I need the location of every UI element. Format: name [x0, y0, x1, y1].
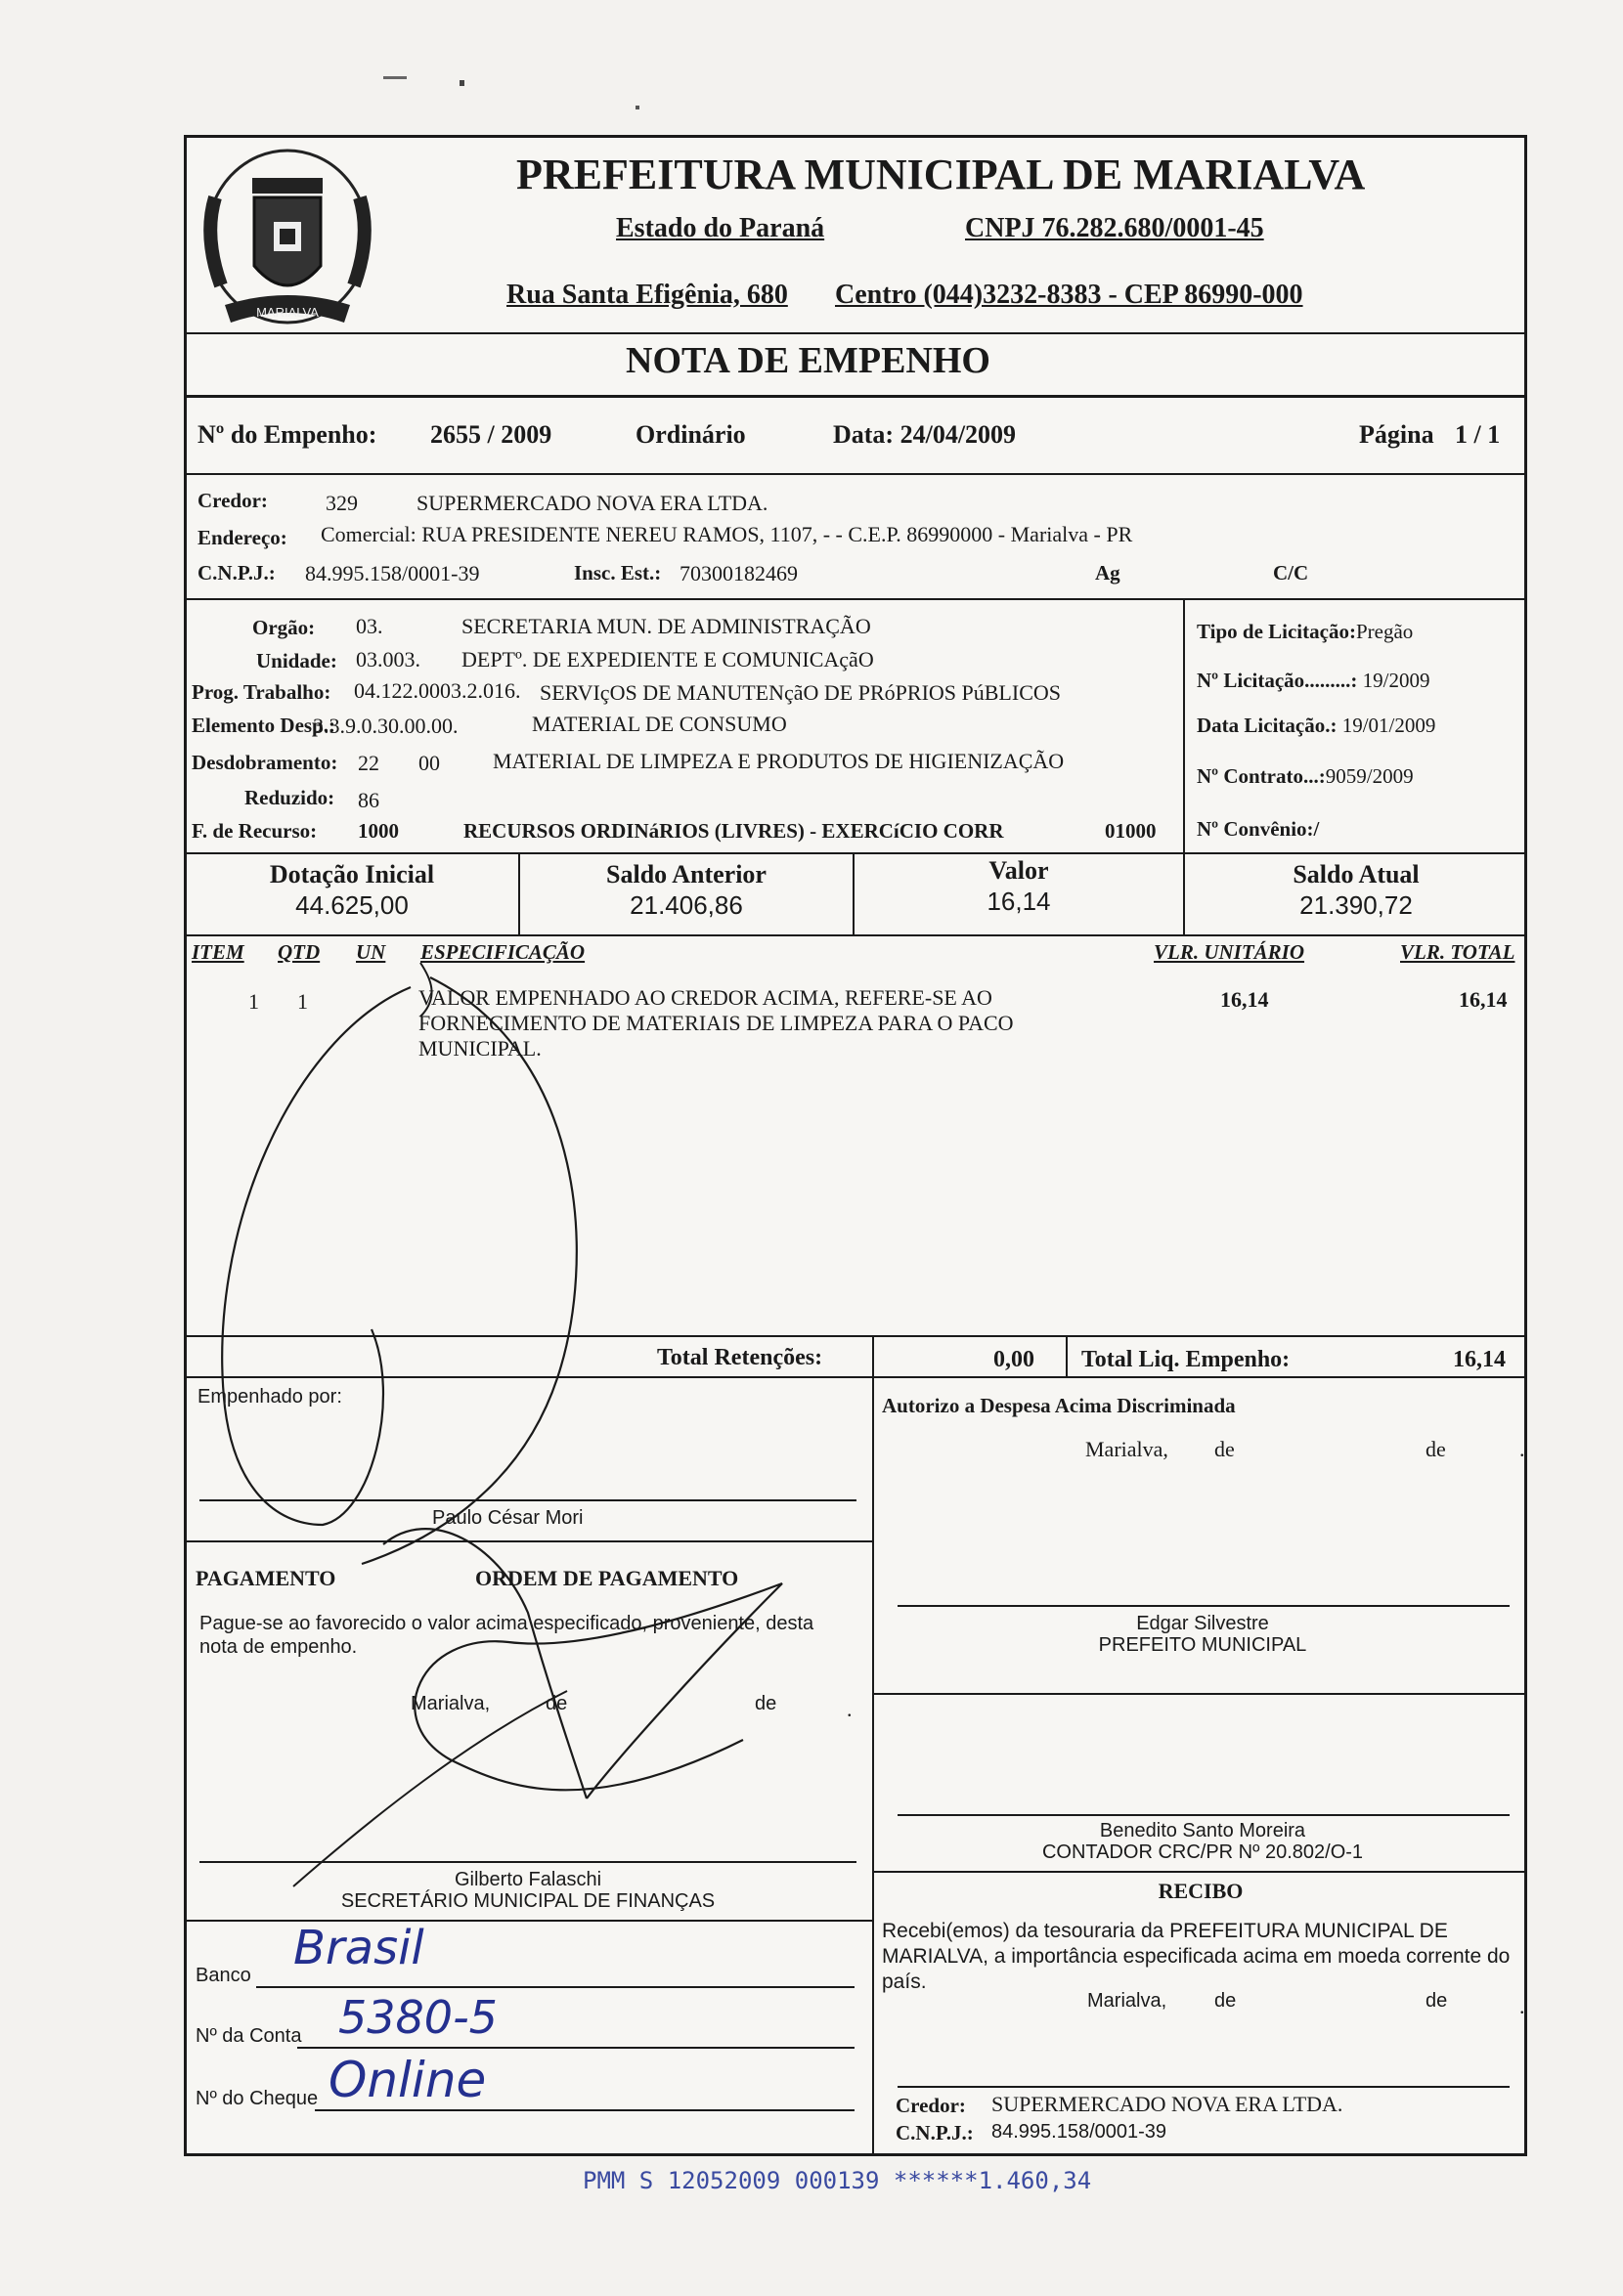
seal-text: MARIALVA: [256, 305, 319, 320]
licitacao-numero: Nº Licitação.........: 19/2009: [1197, 669, 1430, 692]
scan-speck: [383, 76, 407, 79]
retencoes-label: Total Retenções:: [657, 1345, 823, 1370]
credor-cnpj: 84.995.158/0001-39: [305, 561, 480, 585]
conta-label: Nº da Conta: [196, 2025, 302, 2047]
item-unit-price: 16,14: [1220, 987, 1269, 1012]
orgao-label: Orgão:: [252, 616, 316, 639]
empenho-date: Data: 24/04/2009: [833, 420, 1017, 449]
divider: [1183, 598, 1185, 854]
pagamento-city: Marialva,: [411, 1693, 491, 1714]
col-vlr-total: VLR. TOTAL: [1400, 940, 1515, 964]
item-desc-line3: MUNICIPAL.: [418, 1036, 542, 1061]
street-address: Rua Santa Efigênia, 680: [506, 280, 788, 310]
licitacao-data: Data Licitação.: 19/01/2009: [1197, 714, 1436, 737]
cheque-handwriting: Online: [329, 2052, 487, 2108]
orgao-code: 03.: [356, 614, 383, 638]
desdobramento-a: 22: [358, 751, 379, 775]
recibo-text-line1: Recebi(emos) da tesouraria da PREFEITURA MUNICIPAL DE: [882, 1920, 1448, 1942]
recibo-city: Marialva,: [1087, 1990, 1167, 2012]
pagamento-de2: de: [755, 1693, 777, 1714]
recibo-text-line3: país.: [882, 1971, 927, 1993]
credor-code: 329: [326, 491, 358, 515]
liq-empenho-label: Total Liq. Empenho:: [1081, 1347, 1291, 1372]
divider: [184, 395, 1527, 398]
signature-line: [898, 1814, 1510, 1816]
pagamento-label: PAGAMENTO: [196, 1566, 336, 1590]
item-desc-line2: FORNECIMENTO DE MATERIAIS DE LIMPEZA PARA O PACO: [418, 1011, 1014, 1035]
recibo-title: RECIBO: [1158, 1879, 1244, 1903]
elemento-code: 3.3.9.0.30.00.00.: [313, 714, 459, 738]
empenho-number: 2655 / 2009: [430, 420, 552, 449]
secretario-name: Gilberto Falaschi: [454, 1869, 602, 1890]
saldo-atual-value: 21.390,72: [1299, 890, 1413, 920]
dotacao-value: 44.625,00: [295, 890, 409, 920]
divider: [874, 1871, 1527, 1873]
saldo-anterior-label: Saldo Anterior: [606, 860, 767, 888]
contador-name: Benedito Santo Moreira: [1099, 1820, 1306, 1841]
pagamento-text-line1: Pague-se ao favorecido o valor acima especificado, proveniente, desta: [199, 1613, 814, 1634]
convenio-numero: Nº Convênio:/: [1197, 817, 1320, 841]
contrato-numero: Nº Contrato...:9059/2009: [1197, 764, 1414, 788]
page-label: Página: [1359, 420, 1434, 449]
col-qtd: QTD: [278, 940, 321, 964]
saldo-atual-label: Saldo Atual: [1293, 860, 1420, 888]
reduzido-value: 86: [358, 788, 379, 812]
credor-name: SUPERMERCADO NOVA ERA LTDA.: [417, 491, 768, 515]
signature-scribble: [176, 938, 919, 1916]
recibo-text-line2: MARIALVA, a importância especificada acima em moeda corrente do: [882, 1945, 1511, 1968]
cheque-line: [315, 2109, 855, 2111]
recibo-credor: SUPERMERCADO NOVA ERA LTDA.: [991, 2092, 1343, 2116]
prog-label: Prog. Trabalho:: [192, 680, 331, 704]
empenho-type: Ordinário: [636, 420, 746, 449]
elemento-label: Elemento Desp.:: [192, 714, 335, 737]
empenhado-label: Empenhado por:: [197, 1386, 342, 1408]
item-desc-line1: VALOR EMPENHADO AO CREDOR ACIMA, REFERE-SE AO: [418, 985, 992, 1010]
autorizo-label: Autorizo a Despesa Acima Discriminada: [882, 1394, 1236, 1417]
signature-line: [898, 2086, 1510, 2088]
col-item: ITEM: [192, 940, 244, 964]
conta-handwriting: 5380-5: [338, 1991, 498, 2044]
recibo-cnpj: 84.995.158/0001-39: [991, 2121, 1167, 2143]
scan-speck: [460, 80, 464, 86]
page-title: PREFEITURA MUNICIPAL DE MARIALVA: [516, 151, 1366, 198]
conta-line: [297, 2047, 855, 2049]
valor-label: Valor: [988, 856, 1049, 885]
contador-role: CONTADOR CRC/PR Nº 20.802/O-1: [1041, 1841, 1364, 1863]
cnpj-header: CNPJ 76.282.680/0001-45: [965, 213, 1264, 243]
prog-code: 04.122.0003.2.016.: [354, 678, 521, 703]
divider: [1066, 1335, 1068, 1376]
pagamento-dot: .: [847, 1697, 853, 1721]
retencoes-value: 0,00: [993, 1347, 1034, 1372]
divider: [184, 473, 1527, 475]
divider: [184, 598, 1527, 600]
recurso-value: RECURSOS ORDINáRIOS (LIVRES) - EXERCíCIO CORR: [463, 819, 1004, 843]
autorizo-de1: de: [1214, 1437, 1235, 1461]
endereco-value: Comercial: RUA PRESIDENTE NEREU RAMOS, 1107, - - C.E.P. 86990000 - Marialva - PR: [321, 522, 1133, 546]
document-title: NOTA DE EMPENHO: [626, 340, 990, 381]
unidade-value: DEPTº. DE EXPEDIENTE E COMUNICAçãO: [461, 647, 874, 671]
ordem-pagamento-label: ORDEM DE PAGAMENTO: [475, 1566, 739, 1590]
municipal-seal: [196, 139, 379, 334]
pagamento-de1: de: [546, 1693, 568, 1714]
signature-line: [898, 1605, 1510, 1607]
page-number: 1 / 1: [1455, 420, 1501, 449]
divider: [184, 852, 1527, 854]
state-label: Estado do Paraná: [616, 213, 825, 243]
credor-label: Credor:: [197, 489, 268, 512]
recibo-dot: .: [1519, 1994, 1525, 2018]
saldo-anterior-value: 21.406,86: [630, 890, 743, 920]
col-vlr-unitario: VLR. UNITÁRIO: [1154, 940, 1305, 964]
endereco-label: Endereço:: [197, 526, 287, 549]
recibo-de1: de: [1214, 1990, 1237, 2012]
divider: [184, 934, 1527, 936]
prefeito-role: PREFEITO MUNICIPAL: [1098, 1634, 1307, 1656]
recibo-de2: de: [1426, 1990, 1448, 2012]
recibo-cnpj-label: C.N.P.J.:: [896, 2121, 974, 2144]
orgao-value: SECRETARIA MUN. DE ADMINISTRAÇÃO: [461, 614, 871, 638]
valor-value: 16,14: [987, 887, 1051, 916]
empenho-label: Nº do Empenho:: [197, 420, 377, 449]
cnpj-label: C.N.P.J.:: [197, 561, 276, 585]
elemento-value: MATERIAL DE CONSUMO: [532, 712, 787, 736]
item-qtd: 1: [297, 989, 308, 1014]
desdobramento-label: Desdobramento:: [192, 751, 338, 774]
recurso-code: 1000: [358, 819, 399, 843]
autorizo-dot: .: [1519, 1437, 1525, 1461]
unidade-code: 03.003.: [356, 647, 420, 671]
liq-empenho-value: 16,14: [1453, 1347, 1506, 1372]
insc-label: Insc. Est.:: [574, 561, 662, 585]
unidade-label: Unidade:: [256, 649, 337, 672]
banco-line: [256, 1986, 855, 1988]
divider: [184, 1920, 874, 1922]
col-un: UN: [356, 940, 386, 964]
autorizo-de2: de: [1426, 1437, 1446, 1461]
banco-label: Banco: [196, 1965, 251, 1986]
scan-speck: [636, 106, 639, 109]
divider: [874, 1693, 1527, 1695]
licitacao-tipo: Tipo de Licitação:Pregão: [1197, 620, 1414, 643]
desdobramento-value: MATERIAL DE LIMPEZA E PRODUTOS DE HIGIENIZAÇÃO: [493, 749, 1065, 773]
cc-label: C/C: [1273, 561, 1309, 585]
divider: [184, 332, 1527, 334]
col-especificacao: ESPECIFICAÇÃO: [420, 940, 586, 964]
autorizo-city: Marialva,: [1085, 1437, 1168, 1461]
insc-value: 70300182469: [680, 561, 798, 585]
reduzido-label: Reduzido:: [244, 786, 335, 809]
item-number: 1: [248, 989, 259, 1014]
prog-value: SERVIçOS DE MANUTENçãO DE PRóPRIOS PúBLICOS: [540, 680, 1061, 705]
pagamento-text-line2: nota de empenho.: [199, 1636, 358, 1658]
prefeito-name: Edgar Silvestre: [1136, 1613, 1269, 1634]
secretario-role: SECRETÁRIO MUNICIPAL DE FINANÇAS: [340, 1890, 716, 1912]
recibo-credor-label: Credor:: [896, 2094, 966, 2117]
recurso-num: 01000: [1105, 819, 1157, 843]
bank-stamp: PMM S 12052009 000139 ******1.460,34: [583, 2167, 1092, 2194]
banco-handwriting: Brasil: [293, 1921, 424, 1975]
ag-label: Ag: [1095, 561, 1120, 585]
dotacao-label: Dotação Inicial: [269, 860, 435, 888]
item-total: 16,14: [1459, 987, 1508, 1012]
cheque-label: Nº do Cheque: [196, 2088, 319, 2109]
empenhado-signer: Paulo César Mori: [432, 1507, 584, 1529]
recurso-label: F. de Recurso:: [192, 819, 318, 843]
desdobramento-b: 00: [418, 751, 440, 775]
address-details: Centro (044)3232-8383 - CEP 86990-000: [835, 280, 1303, 310]
